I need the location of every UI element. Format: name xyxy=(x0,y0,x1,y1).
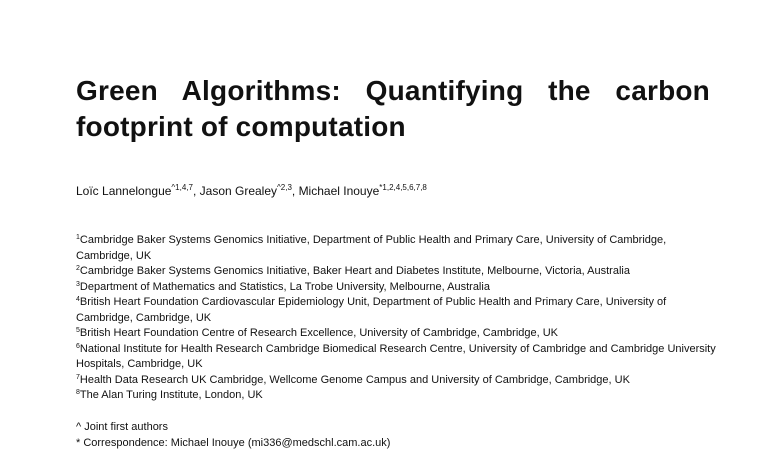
author-affiliation-marks: ^2,3 xyxy=(277,183,292,192)
affiliation-item xyxy=(76,326,716,342)
affiliation-item xyxy=(76,264,716,280)
affiliation-text: The Alan Turing Institute, London, UK xyxy=(79,389,263,401)
affiliation-number: 2 xyxy=(76,265,80,272)
affiliation-text: Cambridge Baker Systems Genomics Initiative, Department of Public Health and Primary Care, University of Cambridge, Cambridge, UK xyxy=(76,234,667,262)
affiliation-item xyxy=(76,373,716,389)
affiliation-text: Department of Mathematics and Statistics, La Trobe University, Melbourne, Australia xyxy=(79,280,490,293)
affiliation-number: 8 xyxy=(76,389,80,396)
affiliation-text: Cambridge Baker Systems Genomics Initiative, Baker Heart and Diabetes Institute, Melbourne, Victoria, Australia xyxy=(79,265,630,277)
author-affiliation-marks: *1,2,4,5,6,7,8 xyxy=(379,183,427,192)
author-name: Jason Grealey xyxy=(199,184,278,198)
correspondence-note: * Correspondence: Michael Inouye (mi336@medschl.cam.ac.uk) xyxy=(76,437,391,449)
affiliation-text: Health Data Research UK Cambridge, Wellcome Genome Campus and University of Cambridge, Cambridge, UK xyxy=(79,373,630,386)
author-affiliation-marks: ^1,4,7 xyxy=(171,183,193,192)
author-name: Michael Inouye xyxy=(298,184,380,198)
affiliation-list xyxy=(76,233,716,404)
affiliation-number: 5 xyxy=(76,327,80,334)
affiliation-text: British Heart Foundation Cardiovascular Epidemiology Unit, Department of Public Health and Primary Care, University of Cambridge, Cambridge, UK xyxy=(76,296,667,324)
affiliation-number: 4 xyxy=(76,296,80,303)
affiliation-number: 6 xyxy=(76,342,80,350)
affiliation-item xyxy=(76,388,716,404)
author-list xyxy=(76,183,716,199)
affiliation-item xyxy=(76,233,716,264)
paper-title: Green Algorithms: Quantifying the carbon footprint of computation xyxy=(76,75,710,142)
author-separator: , xyxy=(291,184,299,198)
affiliation-item xyxy=(76,342,716,373)
author-name: Loïc Lannelongue xyxy=(76,184,172,198)
affiliation-number: 3 xyxy=(76,280,80,288)
affiliation-number: 7 xyxy=(76,373,80,381)
affiliation-number: 1 xyxy=(76,234,80,241)
affiliation-item xyxy=(76,280,716,296)
author-separator: , xyxy=(192,184,200,198)
affiliation-text: British Heart Foundation Centre of Research Excellence, University of Cambridge, Cambridge, UK xyxy=(79,327,559,339)
affiliation-text: National Institute for Health Research Cambridge Biomedical Research Centre, University of Cambridge and Cambridge University Hospitals, Cambridge, UK xyxy=(76,342,716,370)
affiliation-item xyxy=(76,295,716,326)
joint-authors-note: ^ Joint first authors xyxy=(76,421,168,433)
